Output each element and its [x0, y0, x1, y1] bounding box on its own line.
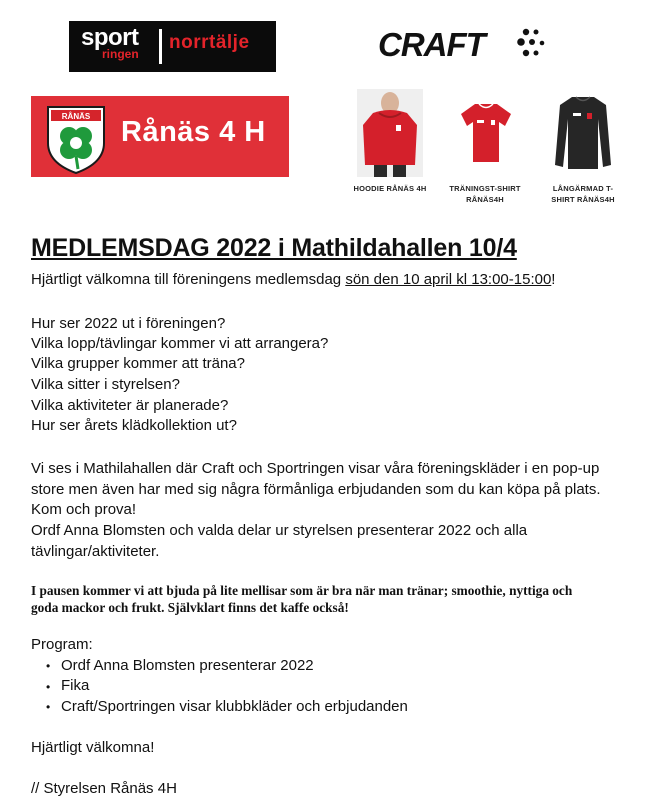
sportringen-logo-word-ringen: ringen [102, 47, 139, 61]
club-banner [31, 96, 289, 177]
question-line: Hur ser 2022 ut i föreningen? [31, 315, 226, 332]
welcome-prefix: Hjärtligt välkomna till föreningens medlemsdag [31, 271, 346, 288]
long-sleeve-caption [536, 183, 630, 205]
program-item: Craft/Sportringen visar klubbkläder och erbjudanden [61, 698, 408, 715]
club-emblem-text: RÅNÄS [61, 112, 91, 121]
bullet-icon: • [46, 680, 51, 694]
bold-paragraph-line: goda mackor och frukt. Självklart finns det kaffe också! [31, 600, 349, 615]
welcome-suffix: ! [551, 271, 556, 288]
question-line: Vilka sitter i styrelsen? [31, 376, 180, 393]
training-shirt-product-image [459, 102, 513, 164]
craft-logo [378, 26, 553, 66]
club-emblem-icon [38, 99, 114, 175]
training-shirt-caption-line1: TRÄNINGST-SHIRT [449, 184, 521, 193]
question-line: Hur ser årets klädkollektion ut? [31, 417, 237, 434]
welcome-date: sön den 10 april kl 13:00-15:00 [345, 271, 552, 288]
paragraph-line: tävlingar/aktiviteter. [31, 543, 160, 560]
program-item: Fika [61, 677, 90, 694]
paragraph-line: store men även har med sig några förmånliga erbjudanden som du kan köpa på plats. [31, 481, 601, 498]
bold-paragraph-line: I pausen kommer vi att bjuda på lite mellisar som är bra när man tränar; smoothie, nyttiga och [31, 583, 573, 598]
hoodie-caption-line1: HOODIE RÅNÄS 4H [353, 184, 427, 193]
program-item: Ordf Anna Blomsten presenterar 2022 [61, 657, 314, 674]
welcome-line [31, 270, 555, 290]
long-sleeve-caption-line1: LÅNGÄRMAD T- [552, 184, 614, 193]
club-name: Rånäs 4 H [121, 116, 266, 148]
paragraph-line: Vi ses i Mathilahallen där Craft och Sportringen visar våra föreningskläder i en pop-up [31, 460, 600, 477]
bullet-icon: • [46, 659, 51, 673]
paragraph-line: Ordf Anna Blomsten och valda delar ur styrelsen presenterar 2022 och alla [31, 522, 528, 539]
paragraph-line: Kom och prova! [31, 501, 137, 518]
sportringen-logo-word-norrtalje: norrtälje [169, 32, 250, 53]
hoodie-product-image [357, 89, 423, 177]
question-line: Vilka aktiviteter är planerade? [31, 397, 229, 414]
page-title: MEDLEMSDAG 2022 i Mathildahallen 10/4 [31, 234, 517, 262]
question-line: Vilka grupper kommer att träna? [31, 355, 245, 372]
training-shirt-caption [440, 183, 530, 205]
long-sleeve-caption-line2: SHIRT RÅNÄS4H [551, 195, 615, 204]
sportringen-logo-divider [159, 29, 162, 64]
craft-dots-icon [512, 26, 548, 62]
long-sleeve-product-image [554, 95, 612, 171]
sportringen-logo [69, 21, 276, 72]
bullet-icon: • [46, 700, 51, 714]
question-line: Vilka lopp/tävlingar kommer vi att arrangera? [31, 335, 329, 352]
closing-line: Hjärtligt välkomna! [31, 739, 155, 756]
sportringen-logo-word-sport: sport [81, 24, 139, 51]
hoodie-caption [346, 183, 434, 194]
signature-line: // Styrelsen Rånäs 4H [31, 780, 177, 797]
training-shirt-caption-line2: RÅNÄS4H [466, 195, 504, 204]
program-label: Program: [31, 636, 93, 653]
craft-logo-word: CRAFT [378, 26, 485, 63]
